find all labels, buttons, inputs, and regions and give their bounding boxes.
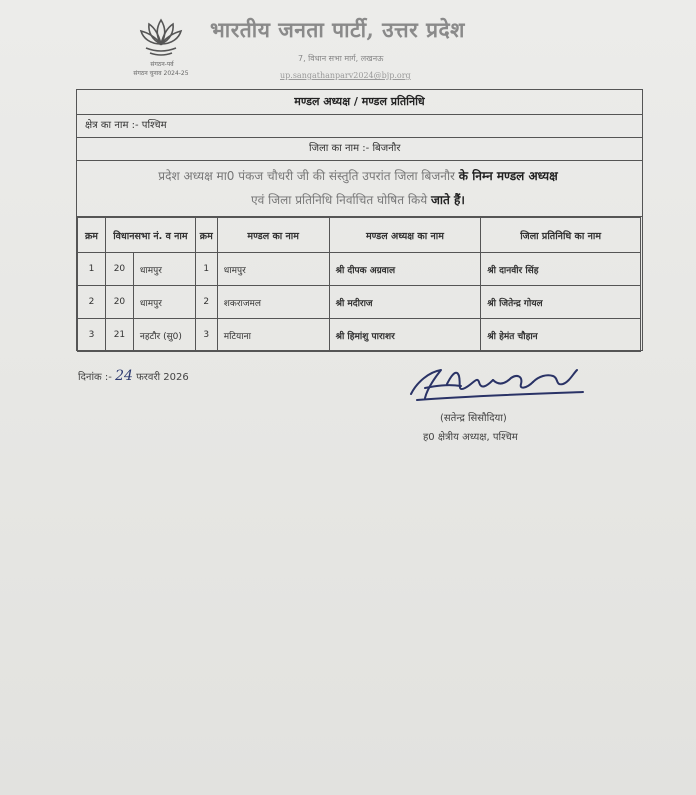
form-heading: मण्डल अध्यक्ष / मण्डल प्रतिनिधि: [294, 95, 425, 108]
kshetra-name: क्षेत्र का नाम :- पश्चिम: [85, 120, 167, 131]
signatory-name: (सतेन्द्र सिसौदिया): [440, 413, 507, 424]
table-row: [78, 253, 641, 286]
vidhansabha-number-cell: 21: [105, 319, 133, 352]
declaration-frame: [76, 89, 643, 351]
mandal-name-cell: मटियाना: [217, 319, 329, 352]
date-day-handwritten: 24: [115, 368, 133, 384]
vidhansabha-number-cell: 20: [105, 286, 133, 319]
date-line: [78, 368, 189, 384]
declaration-text: एवं जिला प्रतिनिधि निर्वाचित घोषित किये: [251, 193, 428, 207]
mandal-name-cell: शकराजमल: [217, 286, 329, 319]
signature-icon: [407, 362, 587, 406]
district-representative-cell: श्री जितेन्द्र गोयल: [481, 286, 641, 319]
party-name: भारतीय जनता पार्टी, उत्तर प्रदेश: [210, 17, 465, 42]
serial-cell: 1: [78, 253, 106, 286]
logo-caption: संगठन-पर्व: [150, 61, 174, 68]
declaration-text-strong: जाते हैं।: [431, 193, 465, 207]
declaration-line-2: [83, 191, 633, 208]
mandal-president-cell: श्री दीपक अग्रवाल: [329, 253, 481, 286]
header-cell: क्रम: [78, 218, 106, 253]
header-cell: मण्डल अध्यक्ष का नाम: [329, 218, 481, 253]
declaration-line-1: [83, 167, 633, 184]
mandal-serial-cell: 2: [195, 286, 217, 319]
district-representative-cell: श्री हेमंत चौहान: [481, 319, 641, 352]
mandal-president-cell: श्री हिमांशु पाराशर: [329, 319, 481, 352]
header-cell: विधानसभा नं. व नाम: [105, 218, 195, 253]
party-address: 7, विधान सभा मार्ग, लखनऊ: [298, 54, 384, 63]
header-cell: जिला प्रतिनिधि का नाम: [481, 218, 641, 253]
date-month-year: फरवरी 2026: [136, 372, 189, 383]
vidhansabha-name-cell: धामपुर: [133, 253, 195, 286]
serial-cell: 3: [78, 319, 106, 352]
zila-name: जिला का नाम :- बिजनौर: [309, 143, 401, 154]
header-cell: मण्डल का नाम: [217, 218, 329, 253]
signatory-title: ह0 क्षेत्रीय अध्यक्ष, पश्चिम: [423, 432, 518, 443]
declaration-row: [77, 161, 642, 217]
mandal-name-cell: धामपुर: [217, 253, 329, 286]
form-heading-row: [77, 90, 642, 115]
table-row: [78, 286, 641, 319]
declaration-text-strong: के निम्न मण्डल अध्यक्ष: [458, 169, 558, 183]
vidhansabha-name-cell: नहटौर (सु0): [133, 319, 195, 352]
date-label: दिनांक :-: [78, 372, 112, 383]
table-header-row: [78, 218, 641, 253]
mandal-president-cell: श्री मदीराज: [329, 286, 481, 319]
serial-cell: 2: [78, 286, 106, 319]
table-row: [78, 319, 641, 352]
declaration-text: प्रदेश अध्यक्ष मा0 पंकज चौधरी जी की संस्तुति उपरांत जिला बिजनौर: [158, 169, 455, 183]
kshetra-row: [77, 115, 642, 138]
vidhansabha-number-cell: 20: [105, 253, 133, 286]
mandal-serial-cell: 1: [195, 253, 217, 286]
party-email-link[interactable]: up.sangathanparv2024@bjp.org: [280, 71, 411, 80]
mandal-table: [77, 217, 641, 352]
district-representative-cell: श्री दानवीर सिंह: [481, 253, 641, 286]
logo-caption-election: संगठन चुनाव 2024-25: [133, 70, 189, 77]
lotus-icon: [138, 14, 184, 60]
vidhansabha-name-cell: धामपुर: [133, 286, 195, 319]
zila-row: [77, 138, 642, 161]
header-cell: क्रम: [195, 218, 217, 253]
mandal-serial-cell: 3: [195, 319, 217, 352]
